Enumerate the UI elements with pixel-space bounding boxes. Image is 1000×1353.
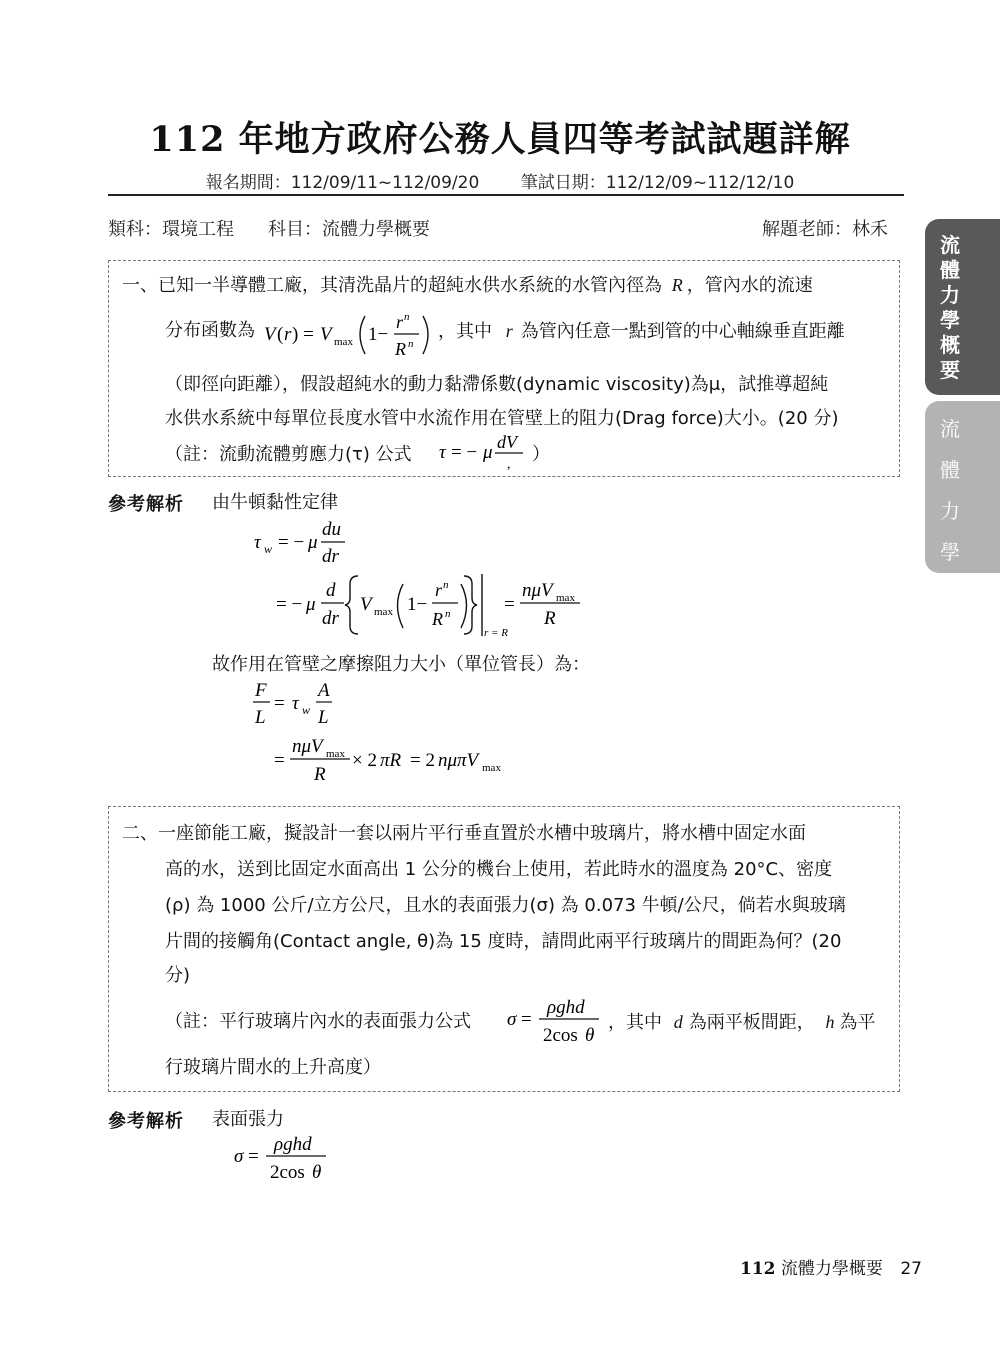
category-label: 類科：環境工程: [108, 219, 234, 240]
svg-text:) =: ) =: [292, 324, 314, 345]
svg-text:r: r: [435, 580, 443, 600]
svg-text:μ: μ: [483, 442, 493, 463]
svg-text:r = R: r = R: [484, 627, 508, 639]
svg-text:μ: μ: [308, 532, 318, 553]
svg-text:R: R: [544, 608, 556, 629]
shear-stress-formula: [437, 428, 537, 476]
svg-text:L: L: [318, 707, 329, 728]
svg-text:× 2: × 2: [352, 750, 377, 771]
svg-text:du: du: [322, 519, 341, 540]
teacher-label: 解題老師：林禾: [762, 219, 888, 240]
sidebar-tab-active[interactable]: [925, 219, 1000, 395]
svg-text:2cos: 2cos: [543, 1025, 578, 1046]
svg-text:w: w: [302, 703, 311, 717]
q1-line-5-a: （註：流動流體剪應力(τ) 公式: [165, 444, 412, 465]
footer-year: 112: [740, 1259, 776, 1279]
svg-text:L: L: [255, 707, 266, 728]
svg-text:R: R: [432, 609, 443, 629]
svg-text:dr: dr: [322, 608, 339, 629]
svg-text:d: d: [326, 580, 336, 601]
footer-subject: 流體力學概要: [780, 1259, 883, 1279]
svg-text:τ: τ: [292, 693, 299, 714]
svg-text:r: r: [396, 312, 404, 332]
q1-line-2-a: 分布函數為: [165, 320, 255, 341]
svg-text:τ: τ: [254, 532, 261, 553]
svg-text:F: F: [255, 680, 267, 701]
surface-tension-formula-answer: [232, 1128, 352, 1188]
q2-line-6-b: ，其中 d 為兩平板間距， h 為平: [608, 1012, 876, 1033]
answer-1-middle: 故作用在管壁之摩擦阻力大小（單位管長）為：: [212, 654, 590, 675]
q2-line-1: 二、一座節能工廠，擬設計一套以兩片平行垂直置於水槽中玻璃片，將水槽中固定水面: [122, 823, 806, 844]
svg-text:= −: = −: [278, 532, 305, 553]
svg-text:=: =: [248, 1146, 259, 1167]
svg-text:V: V: [264, 324, 276, 345]
svg-text:dr: dr: [322, 546, 339, 567]
svg-text:max: max: [374, 606, 393, 618]
svg-text:n: n: [445, 608, 451, 620]
svg-text:=: =: [274, 750, 285, 771]
exam-schedule: [0, 168, 1000, 193]
page-footer: [740, 1254, 922, 1279]
q2-line-3: (ρ) 為 1000 公斤/立方公尺，且水的表面張力(σ) 為 0.073 牛頓/公尺，倘若水與玻璃: [165, 895, 846, 916]
q1-line-3: （即徑向距離），假設超純水的動力黏滯係數(dynamic viscosity)為μ，試推導超純: [165, 374, 829, 395]
svg-text:nμV: nμV: [292, 736, 323, 757]
q1-line-2-b: ，其中 r 為管內任意一點到管的中心軸線垂直距離: [438, 321, 845, 342]
svg-text:V: V: [320, 324, 332, 345]
svg-text:w: w: [264, 542, 273, 556]
svg-text:r: r: [284, 324, 292, 345]
answer-1-label: 參考解析: [108, 494, 184, 515]
svg-text:max: max: [326, 748, 345, 760]
subject-label: 科目：流體力學概要: [268, 219, 430, 240]
q2-line-4: 片間的接觸角(Contact angle, θ)為 15 度時，請問此兩平行玻璃片的間距為何？(20: [165, 931, 842, 952]
svg-text:= 2: = 2: [410, 750, 435, 771]
q1-line-5-b: ）: [532, 444, 550, 465]
svg-text:R: R: [314, 764, 326, 785]
svg-text:ρghd: ρghd: [547, 997, 585, 1018]
svg-text:nμV: nμV: [522, 580, 553, 601]
svg-text:θ: θ: [585, 1025, 595, 1046]
svg-text:dV: dV: [497, 432, 517, 452]
sidebar-tab-active-label: 流 體 力 學 概 要: [940, 233, 960, 382]
svg-text:2cos: 2cos: [270, 1162, 305, 1183]
svg-text:σ: σ: [507, 1009, 517, 1030]
drag-force-derivation: [250, 676, 550, 786]
sidebar-tab-inactive-label: 流 體 力 學: [940, 417, 960, 564]
q2-line-6-a: （註：平行玻璃片內水的表面張力公式: [165, 1011, 471, 1032]
answer-2-intro: 表面張力: [212, 1109, 284, 1130]
surface-tension-formula-question: [505, 994, 615, 1050]
svg-text:V: V: [360, 594, 372, 615]
page-title: 112 年地方政府公務人員四等考試試題詳解: [149, 119, 851, 160]
svg-text:=: =: [274, 693, 285, 714]
svg-text:ρghd: ρghd: [274, 1134, 312, 1155]
svg-text:n: n: [443, 579, 449, 591]
svg-text:1−: 1−: [407, 594, 428, 615]
svg-text:R: R: [395, 339, 406, 359]
svg-text:= −: = −: [451, 442, 478, 463]
svg-text:1−: 1−: [368, 324, 389, 345]
sidebar-tab-inactive[interactable]: [925, 401, 1000, 573]
svg-text:,: ,: [507, 457, 511, 472]
svg-text:=: =: [504, 594, 515, 615]
velocity-profile-formula: [262, 302, 440, 362]
svg-text:n: n: [404, 311, 410, 323]
svg-text:max: max: [556, 592, 575, 604]
page-number: 27: [900, 1259, 922, 1279]
svg-text:τ: τ: [439, 442, 446, 463]
title-divider: [108, 194, 904, 196]
svg-text:nμπV: nμπV: [438, 750, 479, 771]
svg-text:μ: μ: [306, 594, 316, 615]
q1-line-4: 水供水系統中每單位長度水管中水流作用在管壁上的阻力(Drag force)大小。(20 分): [165, 408, 839, 429]
svg-text:(: (: [277, 324, 284, 345]
svg-text:A: A: [318, 680, 330, 701]
answer-2-label: 參考解析: [108, 1111, 184, 1132]
exam-dates: 筆試日期：112/12/09~112/12/10: [520, 173, 795, 193]
q2-line-5: 分): [165, 965, 191, 986]
answer-1-intro: 由牛頓黏性定律: [212, 492, 338, 513]
svg-text:=: =: [521, 1009, 532, 1030]
q1-line-1: 一、已知一半導體工廠，其清洗晶片的超純水供水系統的水管內徑為 R ，管內水的流速: [122, 275, 813, 296]
svg-text:= −: = −: [276, 594, 303, 615]
svg-text:πR: πR: [380, 750, 402, 771]
svg-text:θ: θ: [312, 1162, 322, 1183]
registration-period: 報名期間：112/09/11~112/09/20: [205, 173, 480, 193]
q2-line-2: 高的水，送到比固定水面高出 1 公分的機台上使用，若此時水的溫度為 20°C、密度: [165, 859, 833, 880]
wall-shear-derivation: [250, 512, 610, 640]
svg-text:n: n: [408, 338, 414, 350]
svg-text:max: max: [482, 762, 501, 774]
q2-line-7: 行玻璃片間水的上升高度）: [165, 1057, 381, 1078]
svg-text:max: max: [334, 336, 353, 348]
svg-text:σ: σ: [234, 1146, 244, 1167]
